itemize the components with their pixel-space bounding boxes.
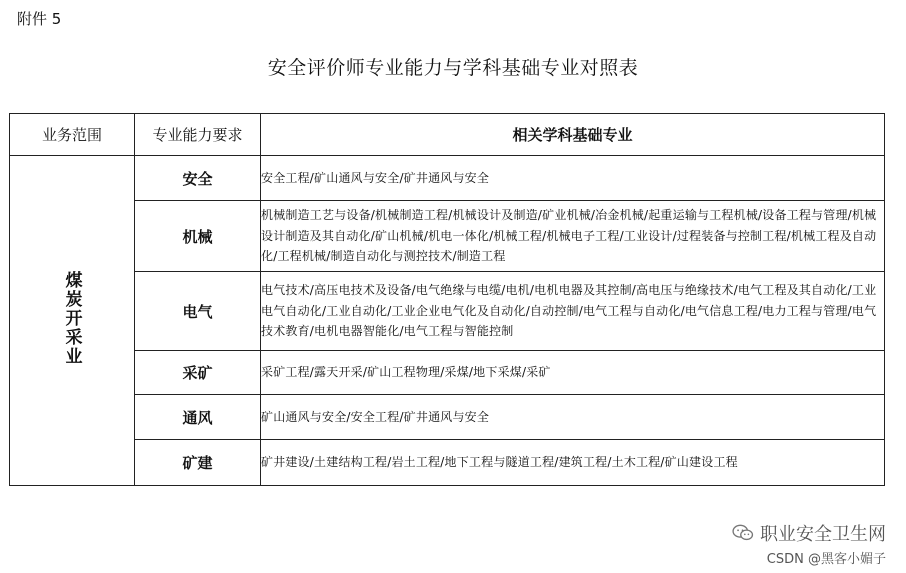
scope-cell: [10, 156, 135, 486]
wechat-icon: [732, 524, 754, 542]
majors-cell: 安全工程/矿山通风与安全/矿井通风与安全: [261, 156, 885, 201]
majors-cell: 采矿工程/露天开采/矿山工程物理/采煤/地下采煤/采矿: [261, 351, 885, 395]
table-header-row: [10, 114, 885, 156]
majors-cell: 矿山通风与安全/安全工程/矿井通风与安全: [261, 395, 885, 440]
table-row: [10, 272, 885, 351]
scope-label: 煤炭开采业: [61, 271, 82, 366]
table-row: [10, 201, 885, 272]
majors-cell: 机械制造工艺与设备/机械制造工程/机械设计及制造/矿业机械/冶金机械/起重运输与工程机械/设备工程与管理/机械设计制造及其自动化/矿山机械/机电一体化/机械工程/机械电子工程/工业设计/过程装备与控制工程/机械工程及自动化/工程机械/制造自动化与测控技术/制造工程: [261, 201, 885, 272]
watermark-site: 职业安全卫生网: [760, 524, 886, 545]
header-ability: 专业能力要求: [135, 114, 261, 156]
ability-cell: 矿建: [135, 440, 261, 486]
page-title: 安全评价师专业能力与学科基础专业对照表: [267, 57, 639, 79]
majors-cell: 电气技术/高压电技术及设备/电气绝缘与电缆/电机/电机电器及其控制/高电压与绝缘技术/电气工程及其自动化/工业电气自动化/工业自动化/工业企业电气化及自动化/自动控制/电气工程与自动化/电气信息工程/电力工程与管理/电气技术教育/电机电器智能化/电气工程与智能控制: [261, 272, 885, 351]
ability-cell: 安全: [135, 156, 261, 201]
majors-cell: 矿井建设/土建结构工程/岩土工程/地下工程与隧道工程/建筑工程/土木工程/矿山建设工程: [261, 440, 885, 486]
table-row: [10, 440, 885, 486]
watermark: [732, 520, 886, 567]
ability-cell: 机械: [135, 201, 261, 272]
attachment-label: 附件 5: [17, 10, 62, 28]
ability-cell: 电气: [135, 272, 261, 351]
comparison-table: [9, 113, 885, 486]
header-majors: 相关学科基础专业: [261, 114, 885, 156]
table-row: [10, 395, 885, 440]
ability-cell: 通风: [135, 395, 261, 440]
table-row: [10, 351, 885, 395]
watermark-csdn: CSDN @黑客小媚子: [766, 552, 886, 567]
ability-cell: 采矿: [135, 351, 261, 395]
table-row: [10, 156, 885, 201]
watermark-line1: [732, 520, 886, 546]
header-scope: 业务范围: [10, 114, 135, 156]
